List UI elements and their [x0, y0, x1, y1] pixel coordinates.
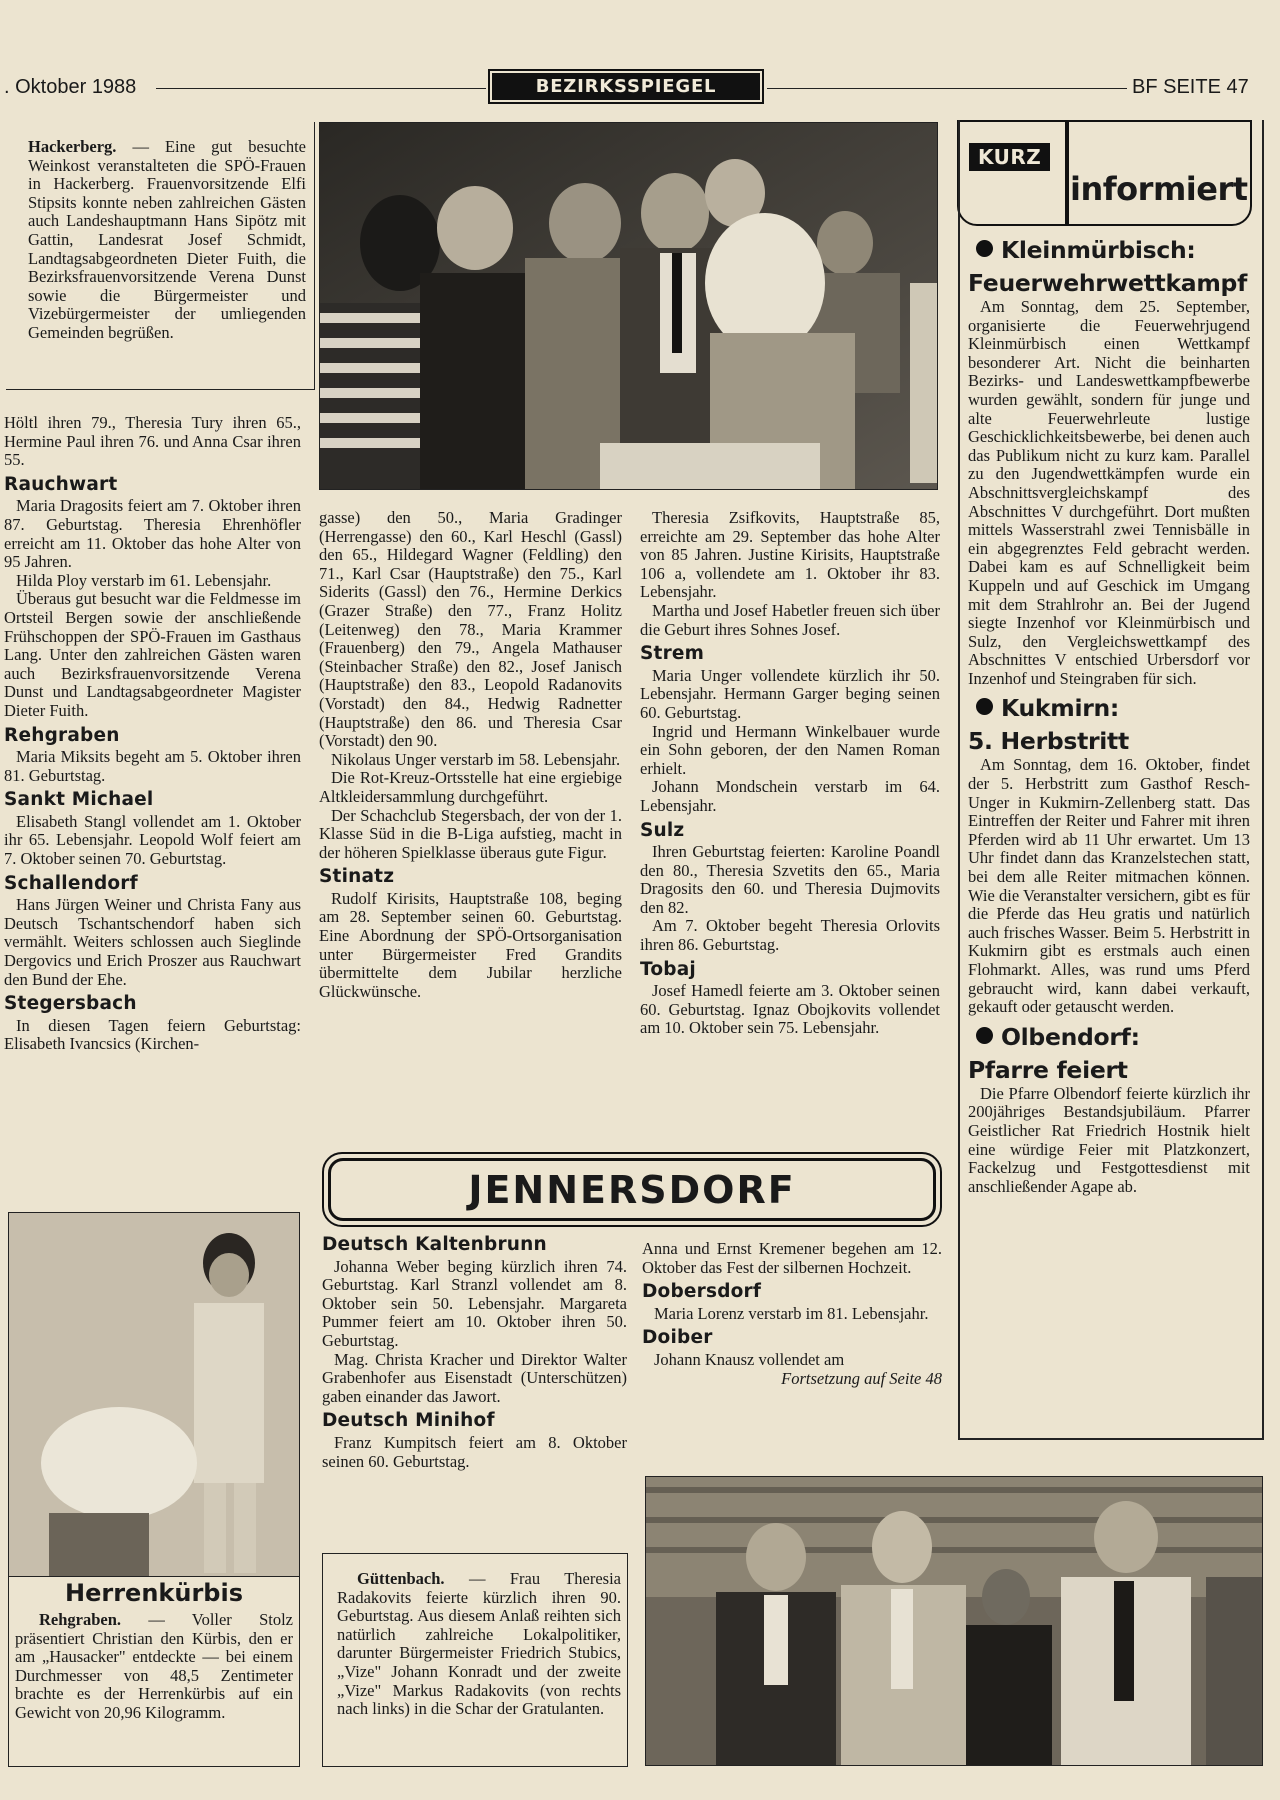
dk-p1: Johanna Weber beging kürzlich ihren 74. Geburtstag. Karl Stranzl vollendet am 8. Oktober sein 50. Lebensjahr. Margareta Pummer feiert am 10. Oktober ihren 50. Geburtstag. — [322, 1256, 627, 1350]
heading-tobaj: Tobaj — [640, 958, 696, 980]
hackerberg-text: — Eine gut besuchte Weinkost veranstalteten die SPÖ-Frauen in Hackerberg. Frauenvorsitzende Elfi Stipsits konnte neben zahlreichen Gästen auch Landeshauptmann Hans Sipötz mit Gattin, Landesrat Josef Schmidt, Landtagsabgeordneten Dieter Fuith, die Bezirksfrauenvorsitzende Verena Dunst sowie die Bürgermeister und Vizebürgermeister der umliegenden Gemeinden begrüßen. — [28, 137, 306, 342]
herrenkuerbis-text: — Voller Stolz präsentiert Christian den Kürbis, den er am „Hausacker" entdeckte — bei einem Durchmesser von 48,5 Zentimeter brachte es der Herrenkürbis auf ein Gewicht von 20,96 Kilogramm. — [15, 1610, 293, 1722]
continuation-note: Fortsetzung auf Seite 48 — [781, 1368, 942, 1388]
col3-p2: Martha und Josef Habetler freuen sich über die Geburt ihres Sohnes Josef. — [640, 600, 940, 639]
heading-stinatz: Stinatz — [319, 866, 395, 888]
hackerberg-article — [28, 138, 306, 343]
kurz-h1a-text: Kleinmürbisch: — [1001, 236, 1196, 264]
kurz-heading-2a — [968, 694, 1250, 723]
herrenkuerbis-caption — [15, 1611, 293, 1723]
heading-stegersbach: Stegersbach — [4, 993, 137, 1015]
heading-schallendorf: Schallendorf — [4, 872, 138, 894]
guettenbach-caption — [337, 1570, 621, 1719]
kurz-title: informiert — [1070, 170, 1248, 208]
kuerbis-photo — [8, 1212, 300, 1577]
kurz-border-bottom — [958, 1438, 1264, 1440]
hackerberg-place: Hackerberg. — [28, 137, 117, 156]
guettenbach-box — [322, 1553, 628, 1767]
column-1 — [4, 414, 301, 1054]
heading-strem: Strem — [640, 643, 705, 665]
dm-p1: Franz Kumpitsch feiert am 8. Oktober seinen 60. Geburtstag. — [322, 1432, 627, 1471]
kurz-h2a-text: Kukmirn: — [1001, 694, 1120, 723]
jennersdorf-column-b — [642, 1240, 942, 1388]
kurz-heading-1b: Feuerwehrwettkampf — [968, 269, 1247, 297]
weinkost-photo-image — [320, 123, 938, 490]
sulz-p1: Ihren Geburtstag feierten: Karoline Poandl den 80., Theresia Szvetits den 65., Maria Dragosits den 60. und Theresia Dujmovits den 82. — [640, 842, 940, 917]
hackerberg-box — [6, 122, 315, 390]
weinkost-photo — [319, 122, 938, 490]
section-title: BEZIRKSSPIEGEL — [492, 73, 760, 100]
col3-p1: Theresia Zsifkovits, Hauptstraße 85, erreichte am 29. September das hohe Alter von 85 Jahren. Justine Kirisits, Hauptstraße 106 a, vollendete am 1. Oktober ihr 83. Lebensjahr. — [640, 508, 940, 602]
sulz-p2: Am 7. Oktober begeht Theresia Orlovits ihren 86. Geburtstag. — [640, 916, 940, 955]
bullet-icon — [976, 698, 993, 715]
kurz-border-left — [958, 120, 960, 1440]
sankt-michael-p1: Elisabeth Stangl vollendet am 1. Oktober ihr 65. Lebensjahr. Leopold Wolf feiert am 7. Oktober seinen 70. Geburtstag. — [4, 811, 301, 869]
strem-p2: Ingrid und Hermann Winkelbauer wurde ein Sohn geboren, der den Namen Roman erhielt. — [640, 721, 940, 778]
kurz-h3a-text: Olbendorf: — [1001, 1022, 1140, 1051]
bullet-icon — [976, 1027, 993, 1044]
herrenkuerbis-place: Rehgraben. — [39, 1610, 122, 1629]
heading-sulz: Sulz — [640, 819, 685, 841]
col1-intro: Höltl ihren 79., Theresia Tury ihren 65., Hermine Paul ihren 76. und Anna Csar ihren 55. — [4, 413, 301, 470]
column-2 — [319, 509, 622, 1001]
rehgraben-p1: Maria Miksits begeht am 5. Oktober ihren 81. Geburtstag. — [4, 747, 301, 785]
col2-p1: gasse) den 50., Maria Gradinger (Herrengasse) den 60., Karl Heschl (Gassl) den 65., Hildegard Wagner (Feldling) den 71., Karl Csar (Hauptstraße) den 75., Karl Siderits (Gassl) den 76., Hermine Derkics (Grazer Straße) den 77., Franz Holitz (Leitenweg) den 78., Maria Krammer (Frauenberg) den 79., Angela Mathauser (Steinbacher Straße) den 82., Josef Janisch (Hauptstraße) den 83., Leopold Radanovits (Vorstadt) den 84., Hedwig Radnetter (Hauptstraße) den 86. und Theresia Csar (Vorstadt) den 90. — [319, 508, 622, 751]
dk-p2: Mag. Christa Kracher und Direktor Walter Grabenhofer aus Eisenstadt (Unterschützen) gaben einander das Jawort. — [322, 1349, 627, 1406]
geburtstag-photo-image — [646, 1477, 1263, 1766]
heading-deutsch-minihof: Deutsch Minihof — [322, 1410, 495, 1432]
kurz-text-1: Am Sonntag, dem 25. September, organisierte die Feuerwehrjugend Kleinmürbisch einen Wettkampf besonderer Art. Nicht die beinharten Bezirks- und Landeswettkampfbewerbe wurden gewählt, sondern für junge und alte Feuerwehrleute lustige Geschicklichkeitsbewerbe, bei denen auch das Publikum nicht zu kurz kam. Parallel zu den Jugendwettkämpfen wurde ein Abschnittsvergleichskampf des Abschnittes V durchgeführt. Dort mußten mittels Wasserstrahl zwei Tennisbälle in ein abgegrenztes Feld gebracht werden. Dabei kam es auf Schnelligkeit beim Kuppeln und auf Geschick im Umgang mit dem Strahlrohr an. Bei der Jugend siegte Inzenhof vor Kleinmürbisch und Sulz, den Vergleichswettkampf des Abschnittes V entschied Urbersdorf vor Inzenhof und Steingraben für sich. — [968, 297, 1250, 688]
rauchwart-p3: Überaus gut besucht war die Feldmesse im Ortsteil Bergen sowie der anschließende Frühschoppen der SPÖ-Frauen im Gasthaus Lang. Unter den zahlreichen Gästen waren auch Bezirksfrauenvorsitzende Verena Dunst und Landtagsabgeordneter Magister Dieter Fuith. — [4, 589, 301, 720]
kurz-border-right — [1262, 120, 1264, 1440]
kurz-heading-3b: Pfarre feiert — [968, 1055, 1128, 1084]
col2-p3: Die Rot-Kreuz-Ortsstelle hat eine ergiebige Altkleidersammlung durchgeführt. — [319, 768, 622, 806]
kurz-column — [968, 232, 1250, 1196]
jennersdorf-banner — [322, 1152, 942, 1227]
guettenbach-place: Güttenbach. — [357, 1569, 445, 1588]
kurz-label: KURZ — [969, 143, 1050, 171]
heading-rauchwart: Rauchwart — [4, 473, 118, 495]
herrenkuerbis-title: Herrenkürbis — [65, 1579, 243, 1607]
header-rule-right — [767, 88, 1127, 89]
section-banner — [488, 69, 764, 104]
rauchwart-p2: Hilda Ploy verstarb im 61. Lebensjahr. — [16, 570, 272, 590]
jennersdorf-column-a — [322, 1236, 627, 1471]
bullet-icon — [976, 240, 993, 257]
stinatz-p1: Rudolf Kirisits, Hauptstraße 108, beging am 28. September seinen 60. Geburtstag. Eine Abordnung der SPÖ-Ortsorganisation unter Bürgermeister Fred Grandits übermittelte dem Jubilar herzliche Glückwünsche. — [319, 888, 622, 1001]
col2-p4: Der Schachclub Stegersbach, der von der 1. Klasse Süd in die B-Liga aufstieg, macht in der höheren Spielklasse überaus gute Figur. — [319, 805, 622, 862]
strem-p1: Maria Unger vollendete kürzlich ihr 50. Lebensjahr. Hermann Garger beging seinen 60. Geburtstag. — [640, 665, 940, 722]
schallendorf-p1: Hans Jürgen Weiner und Christa Fany aus Deutsch Tschantschendorf haben sich vermählt. Weiters schlossen auch Sieglinde Dergovics und Erich Proszer aus Rauchwart den Bund der Ehe. — [4, 895, 301, 989]
heading-dobersdorf: Dobersdorf — [642, 1281, 762, 1303]
heading-doiber: Doiber — [642, 1327, 713, 1349]
jb-p1: Anna und Ernst Kremener begehen am 12. Oktober das Fest der silbernen Hochzeit. — [642, 1239, 942, 1277]
jennersdorf-title: JENNERSDORF — [328, 1158, 936, 1221]
kurz-divider — [1065, 120, 1069, 226]
stegersbach-p1: In diesen Tagen feiern Geburtstag: Elisabeth Ivancsics (Kirchen- — [4, 1015, 301, 1054]
dobersdorf-p1: Maria Lorenz verstarb im 81. Lebensjahr. — [654, 1303, 929, 1323]
heading-deutsch-kaltenbrunn: Deutsch Kaltenbrunn — [322, 1234, 547, 1255]
herrenkuerbis-box — [8, 1577, 300, 1767]
kuerbis-photo-image — [9, 1213, 300, 1577]
kurz-text-3: Die Pfarre Olbendorf feierte kürzlich ihr 200jähriges Bestandsjubiläum. Pfarrer Geistlicher Rat Friedrich Hostnik hielt eine würdige Feier mit Platzkonzert, Fackelzug und Festgottesdienst mit anschließender Agape ab. — [968, 1083, 1250, 1196]
doiber-p1: Johann Knausz vollendet am — [654, 1349, 845, 1369]
header-rule-left — [156, 88, 486, 89]
page-number: BF SEITE 47 — [1132, 76, 1249, 98]
kurz-text-2: Am Sonntag, dem 16. Oktober, findet der 5. Herbstritt zum Gasthof Resch-Unger in Kukmirn-Zellenberg statt. Das Eintreffen der Reiter und Fahrer mit ihren Pferden wird ab 11 Uhr erwartet. Um 13 Uhr findet dann das Kranzelstechen statt, bei dem alle Reiter mitmachen können. Wie die Veranstalter versichern, gibt es für die Pferde das Heu gratis und natürlich auch frisches Wasser. Beim 5. Herbstritt in Kukmirn gibt es erstmals auch einen Flohmarkt. Alles, was rund ums Pferd gebraucht wird, kann dabei verkauft, gekauft oder getauscht werden. — [968, 755, 1250, 1017]
heading-rehgraben: Rehgraben — [4, 724, 120, 746]
strem-p3: Johann Mondschein verstarb im 64. Lebensjahr. — [640, 777, 940, 815]
guettenbach-text: — Frau Theresia Radakovits feierte kürzlich ihren 90. Geburtstag. Aus diesem Anlaß reihten sich natürlich zahlreiche Lokalpolitiker, darunter Bürgermeister Friedrich Stubics, „Vize" Johann Konradt und der zweite „Vize" Markus Radakovits (von rechts nach links) in die Schar der Gratulanten. — [337, 1569, 621, 1719]
rauchwart-p1: Maria Dragosits feiert am 7. Oktober ihren 87. Geburtstag. Theresia Ehrenhöfler erreicht am 11. Oktober das hohe Alter von 95 Jahren. — [4, 496, 301, 572]
kurz-heading-3a — [968, 1023, 1250, 1052]
kurz-heading-2b: 5. Herbstritt — [968, 727, 1129, 756]
tobaj-p1: Josef Hamedl feierte am 3. Oktober seinen 60. Geburtstag. Ignaz Obojkovits vollendet am 10. Oktober sein 75. Lebensjahr. — [640, 981, 940, 1038]
col2-p2: Nikolaus Unger verstarb im 58. Lebensjahr. — [331, 749, 621, 769]
geburtstag-photo — [645, 1476, 1263, 1766]
column-3 — [640, 509, 940, 1038]
kurz-heading-1a — [968, 236, 1250, 265]
heading-sankt-michael: Sankt Michael — [4, 789, 154, 811]
issue-date: . Oktober 1988 — [4, 76, 137, 98]
